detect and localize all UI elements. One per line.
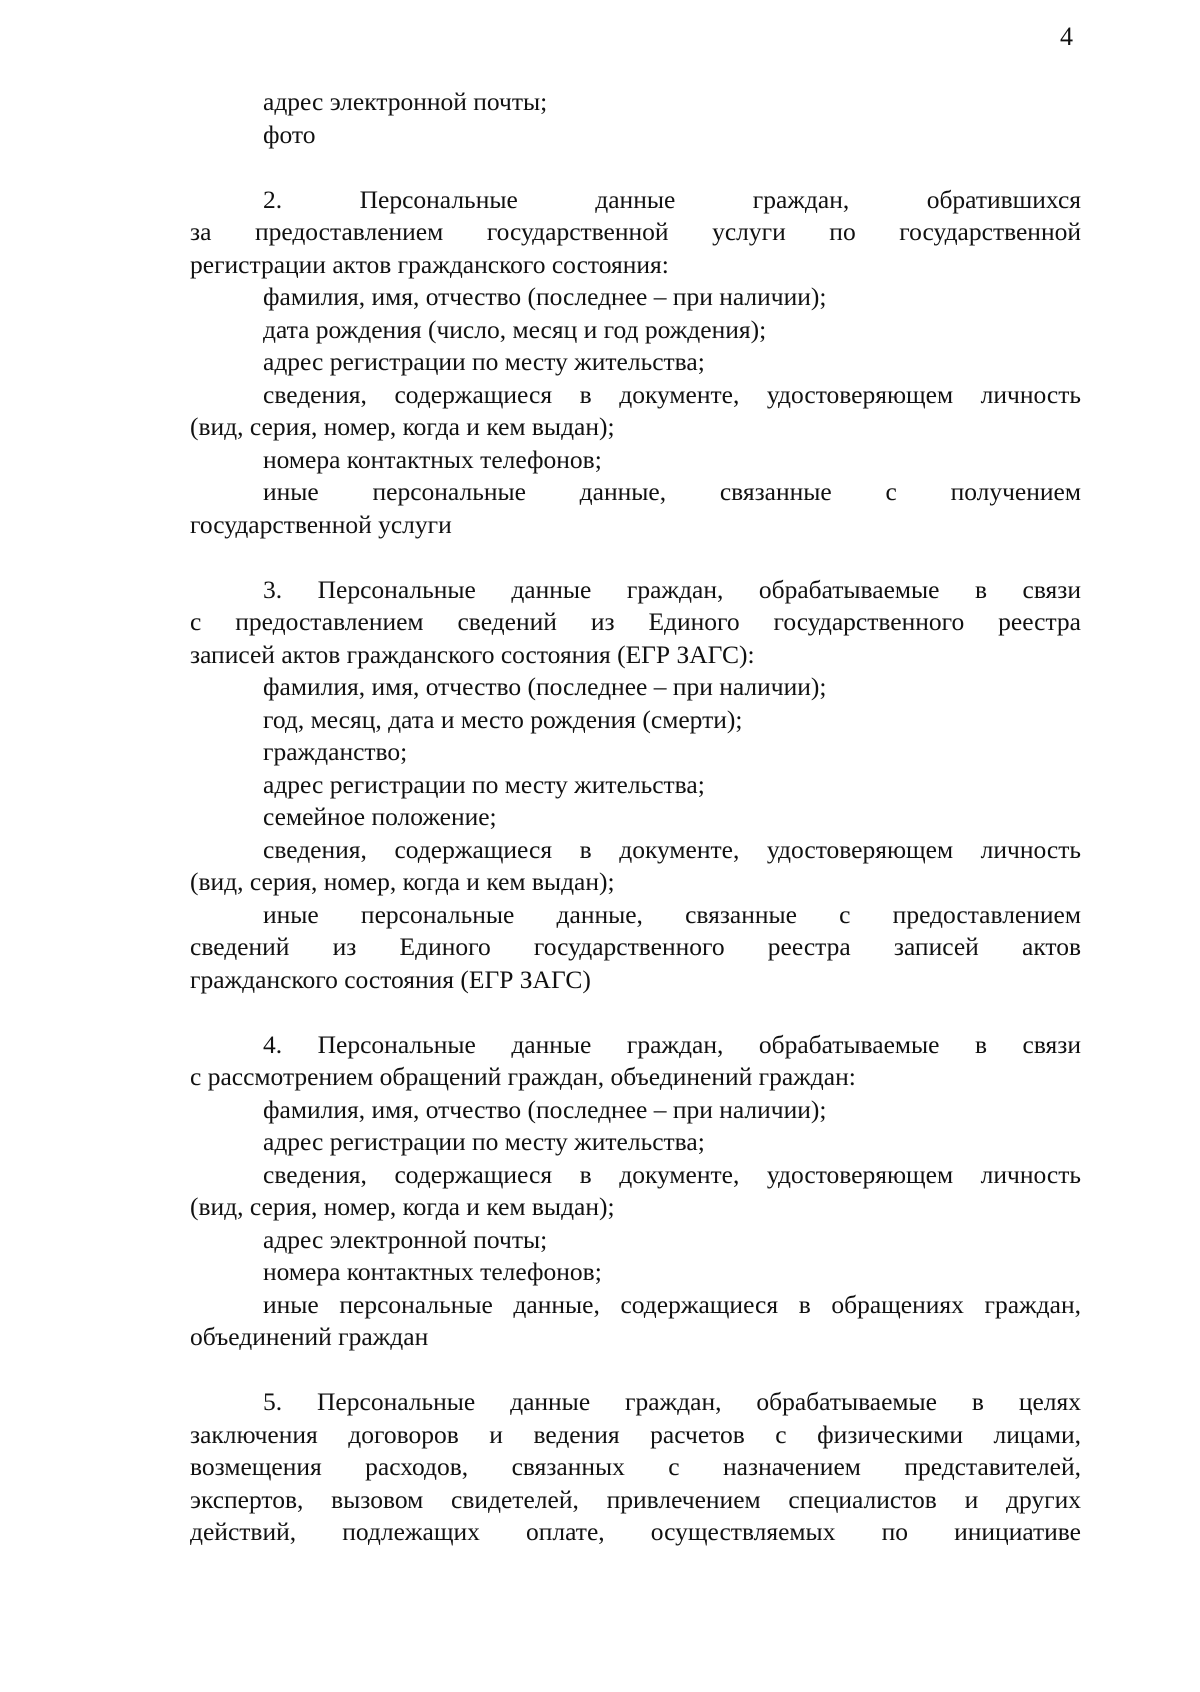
list-item: сведения, содержащиеся в документе, удостоверяющем личность [263,834,1081,864]
list-item: год, месяц, дата и место рождения (смерти); [263,704,743,734]
list-item-continuation: гражданского состояния (ЕГР ЗАГС) [190,964,591,994]
paragraph-gap [190,996,1081,1029]
list-item: иные персональные данные, связанные с предоставлением [263,899,1081,929]
list-item-continuation: сведений из Единого государственного реестра записей актов [190,932,1081,961]
document-body [190,86,1081,1549]
section-3-heading-line: с предоставлением сведений из Единого государственного реестра [190,607,1081,636]
list-item: номера контактных телефонов; [263,1257,602,1286]
section-5-heading-line: заключения договоров и ведения расчетов с физическими лицами, [190,1419,1081,1449]
list-item: фамилия, имя, отчество (последнее – при наличии); [263,282,827,311]
section-2-heading-line: регистрации актов гражданского состояния: [190,249,669,279]
paragraph-gap [190,541,1081,574]
list-item: фото [263,119,316,149]
list-item: дата рождения (число, месяц и год рождения); [263,314,767,344]
section-5-heading-line: экспертов, вызовом свидетелей, привлечением специалистов и других [190,1484,1081,1514]
list-item-continuation: объединений граждан [190,1322,429,1351]
list-item: сведения, содержащиеся в документе, удостоверяющем личность [263,1159,1081,1189]
list-item: фамилия, имя, отчество (последнее – при наличии); [263,1094,827,1124]
section-4-heading-line: с рассмотрением обращений граждан, объединений граждан: [190,1062,856,1091]
list-item: адрес регистрации по месту жительства; [263,347,705,376]
section-2-heading-line: за предоставлением государственной услуги по государственной [190,217,1081,246]
list-item: адрес регистрации по месту жительства; [263,769,705,799]
section-3-heading-line: записей актов гражданского состояния (ЕГР ЗАГС): [190,639,755,669]
list-item-continuation: государственной услуги [190,509,452,539]
list-item: адрес электронной почты; [263,87,548,116]
section-5-heading-line: действий, подлежащих оплате, осуществляемых по инициативе [190,1517,1081,1546]
section-4-heading-line: 4. Персональные данные граждан, обрабатываемые в связи [263,1029,1081,1059]
list-item: адрес электронной почты; [263,1224,548,1254]
list-item: сведения, содержащиеся в документе, удостоверяющем личность [263,379,1081,409]
list-item-continuation: (вид, серия, номер, когда и кем выдан); [190,412,615,441]
section-2-heading-line: 2. Персональные данные граждан, обратившихся [263,184,1081,214]
list-item: гражданство; [263,737,408,766]
list-item: фамилия, имя, отчество (последнее – при наличии); [263,672,827,701]
list-item-continuation: (вид, серия, номер, когда и кем выдан); [190,1192,615,1221]
list-item: семейное положение; [263,802,497,831]
list-item: адрес регистрации по месту жительства; [263,1127,705,1156]
paragraph-gap [190,151,1081,184]
list-item: иные персональные данные, содержащиеся в обращениях граждан, [263,1289,1081,1319]
page-number: 4 [1060,22,1073,51]
section-5-heading-line: возмещения расходов, связанных с назначением представителей, [190,1452,1081,1481]
list-item-continuation: (вид, серия, номер, когда и кем выдан); [190,867,615,896]
section-5-heading-line: 5. Персональные данные граждан, обрабатываемые в целях [263,1387,1081,1416]
paragraph-gap [190,1354,1081,1387]
section-3-heading-line: 3. Персональные данные граждан, обрабатываемые в связи [263,574,1081,604]
list-item: номера контактных телефонов; [263,444,602,474]
list-item: иные персональные данные, связанные с получением [263,477,1081,506]
